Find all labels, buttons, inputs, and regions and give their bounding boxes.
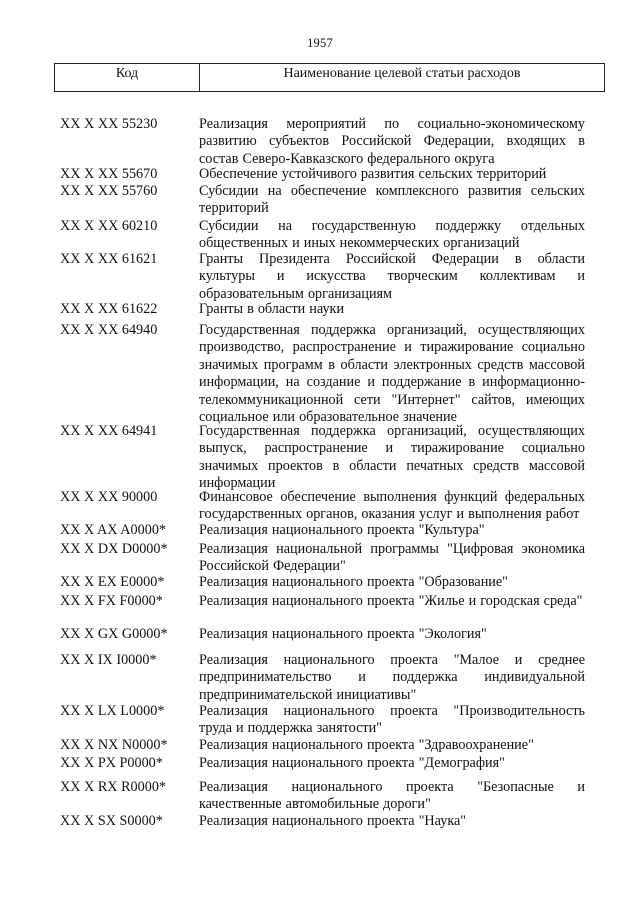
row-code: XX X XX 64941 xyxy=(60,423,158,439)
row-code: XX X XX 55760 xyxy=(60,183,158,199)
row-description: Реализация национального проекта "Здравоохранение" xyxy=(199,737,534,753)
row-description: Государственная поддержка организаций, осуществляющих выпуск, распространение и тиражирование социально значимых проектов в области печатных средств массовой информации xyxy=(199,423,585,492)
row-description: Реализация национального проекта "Образование" xyxy=(199,574,508,590)
table-header xyxy=(54,63,605,92)
row-description: Реализация национального проекта "Производительность труда и поддержка занятости" xyxy=(199,703,585,737)
row-code: XX X FX F0000* xyxy=(60,593,163,609)
row-description: Реализация национального проекта "Наука" xyxy=(199,813,467,829)
row-description: Реализация национальной программы "Цифровая экономика Российской Федерации" xyxy=(199,541,585,575)
row-description: Реализация национального проекта "Демография" xyxy=(199,755,505,771)
row-code: XX X AX A0000* xyxy=(60,522,167,538)
row-code: XX X XX 90000 xyxy=(60,489,158,505)
row-description: Реализация мероприятий по социально-экономическому развитию субъектов Российской Федерации, входящих в состав Северо-Кавказского федерального округа xyxy=(199,116,585,167)
row-description: Обеспечение устойчивого развития сельских территорий xyxy=(199,166,547,182)
row-description: Реализация национального проекта "Культура" xyxy=(199,522,485,538)
row-description: Государственная поддержка организаций, осуществляющих производство, распространение и тиражирование социально значимых программ в области электронных средств массовой информации, на создание и поддержание в информационно-телекоммуникационной сети "Интернет" сайтов, имеющих социальное или образовательное значение xyxy=(199,322,585,426)
row-code: XX X XX 61621 xyxy=(60,251,158,267)
row-code: XX X SX S0000* xyxy=(60,813,163,829)
row-description: Гранты в области науки xyxy=(199,301,345,317)
row-description: Реализация национального проекта "Жилье и городская среда" xyxy=(199,593,583,609)
page-number: 1957 xyxy=(307,36,333,50)
row-code: XX X EX E0000* xyxy=(60,574,165,590)
row-description: Субсидии на обеспечение комплексного развития сельских территорий xyxy=(199,183,585,217)
row-description: Реализация национального проекта "Малое и среднее предпринимательство и поддержка индивидуальной предпринимательской инициативы" xyxy=(199,652,585,703)
row-code: XX X XX 61622 xyxy=(60,301,158,317)
row-code: XX X XX 55230 xyxy=(60,116,158,132)
row-code: XX X NX N0000* xyxy=(60,737,168,753)
column-header-code: Код xyxy=(55,64,200,91)
row-code: XX X IX I0000* xyxy=(60,652,157,668)
row-description: Субсидии на государственную поддержку отдельных общественных и иных некоммерческих организаций xyxy=(199,218,585,252)
column-header-name: Наименование целевой статьи расходов xyxy=(283,66,521,81)
row-code: XX X XX 55670 xyxy=(60,166,158,182)
row-code: XX X PX P0000* xyxy=(60,755,163,771)
row-code: XX X XX 60210 xyxy=(60,218,158,234)
row-description: Реализация национального проекта "Экология" xyxy=(199,626,487,642)
row-code: XX X LX L0000* xyxy=(60,703,165,719)
row-description: Финансовое обеспечение выполнения функций федеральных государственных органов, оказания услуг и выполнения работ xyxy=(199,489,585,523)
row-code: XX X XX 64940 xyxy=(60,322,158,338)
row-code: XX X DX D0000* xyxy=(60,541,168,557)
row-description: Реализация национального проекта "Безопасные и качественные автомобильные дороги" xyxy=(199,779,585,813)
row-code: XX X GX G0000* xyxy=(60,626,168,642)
row-description: Гранты Президента Российской Федерации в области культуры и искусства творческим коллективам и образовательным организациям xyxy=(199,251,585,302)
row-code: XX X RX R0000* xyxy=(60,779,167,795)
